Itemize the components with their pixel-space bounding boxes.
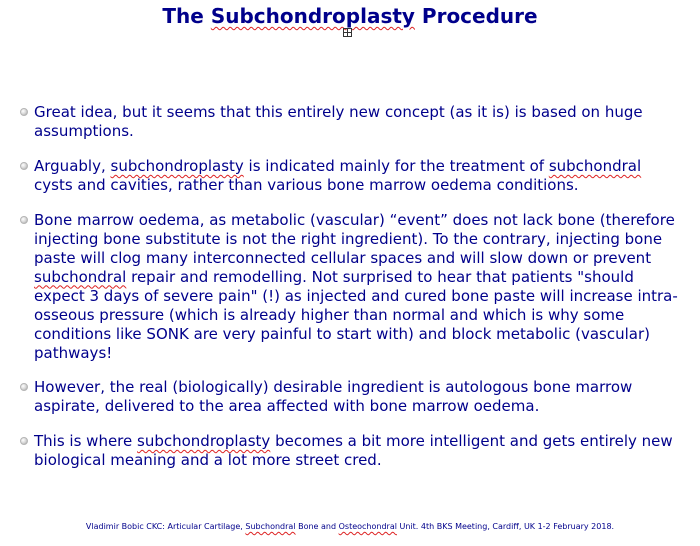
footer-text: Unit. 4th BKS Meeting, Cardiff, UK 1-2 February 2018. — [396, 522, 615, 531]
spellcheck-word: subchondroplasty — [137, 432, 271, 451]
bullet-dot-icon — [20, 162, 28, 170]
bullet-item — [20, 211, 680, 363]
title-part-3: Procedure — [414, 4, 538, 28]
bullet-text: repair and remodelling. Not surprised to hear that patients "should expect 3 days of severe pain" (!) as injected and cured bone paste will increase intra-osseous pressure (which is already higher than normal and which is why some conditions like SONK are very painful to start with) and block metabolic (vascular) pathways! — [34, 267, 678, 362]
spellcheck-word: subchondroplasty — [110, 156, 244, 175]
bullet-item — [20, 378, 680, 416]
slide-title — [0, 4, 700, 28]
footer-citation — [0, 522, 700, 531]
bullet-text: However, the real (biologically) desirable ingredient is autologous bone marrow aspirate, delivered to the area affected with bone marrow oedema. — [34, 378, 633, 416]
bullet-list — [20, 103, 680, 486]
bullet-text: This is where — [34, 432, 138, 451]
bullet-text: Bone marrow oedema, as metabolic (vascular) “event” does not lack bone (therefore injecting bone substitute is not the right ingredient). To the contrary, injecting bone paste will clog many interconnected cellular spaces and will slow down or prevent — [34, 210, 675, 267]
bullet-dot-icon — [20, 216, 28, 224]
bullet-text: cysts and cavities, rather than various bone marrow oedema conditions. — [34, 175, 579, 194]
bullet-item — [20, 103, 680, 141]
spellcheck-word: Osteochondral — [338, 522, 397, 531]
footer-text: Bone and — [295, 522, 339, 531]
bullet-text: is indicated mainly for the treatment of — [243, 156, 549, 175]
bullet-dot-icon — [20, 437, 28, 445]
table-move-handle-icon[interactable] — [343, 28, 352, 37]
bullet-text: becomes a bit more intelligent and gets entirely new biological meaning and a lot more street cred. — [34, 432, 673, 470]
bullet-item — [20, 157, 680, 195]
bullet-dot-icon — [20, 108, 28, 116]
title-part-1: The — [162, 4, 211, 28]
bullet-text: Great idea, but it seems that this entirely new concept (as it is) is based on huge assumptions. — [34, 103, 643, 140]
bullet-item — [20, 432, 680, 470]
footer-text: Vladimir Bobic CKC: Articular Cartilage, — [85, 522, 246, 531]
bullet-text: Arguably, — [34, 156, 111, 175]
title-part-2: Subchondroplasty — [210, 4, 415, 28]
spellcheck-word: subchondral — [548, 156, 642, 175]
spellcheck-word: subchondral — [34, 267, 127, 286]
bullet-dot-icon — [20, 383, 28, 391]
spellcheck-word: Subchondral — [245, 522, 296, 531]
